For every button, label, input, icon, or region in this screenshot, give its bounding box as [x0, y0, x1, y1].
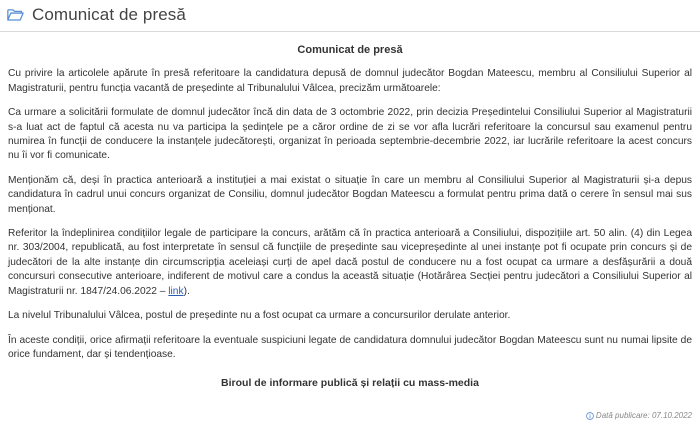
publication-date-text: Dată publicare: 07.10.2022 [595, 411, 692, 420]
publication-date [586, 411, 692, 420]
document-title: Comunicat de presă [297, 44, 403, 56]
paragraph-4 [8, 227, 692, 299]
paragraph-6: În aceste condiții, orice afirmații referitoare la eventuale suspiciuni legate de candidatura domnului judecător Bogdan Mateescu sunt nu numai lipsite de orice fundament, dar și tendențioase. [8, 334, 692, 360]
decision-link[interactable]: link [168, 285, 184, 297]
paragraph-2: Ca urmare a solicitării formulate de domnul judecător încă din data de 3 octombrie 2022, prin decizia Președintelui Consiliului Superior al Magistraturii s-a luat act de faptul că acesta nu va participa la ședințele pe a căror ordine de zi se vor afla lucrări referitoare la concursul sau examenul pentru numirea în funcții de conducere la instanțele judecătorești, organizat în perioada septembrie-decembrie 2022, iar lucrările referitoare la acest concurs nu îi vor fi comunicate. [8, 107, 692, 162]
header-divider [0, 31, 700, 32]
paragraph-3: Menționăm că, deși în practica anterioară a instituției a mai existat o situație în care un membru al Consiliului Superior al Magistraturii și-a depus candidatura în cadrul unui concurs organizat de Consiliu, domnul judecător Bogdan Mateescu a formulat pentru prima dată o cerere în sensul mai sus menționat. [8, 174, 692, 215]
paragraph-4-text: Referitor la îndeplinirea condițiilor legale de participare la concurs, arătăm că în practica anterioară a Consiliului, dispozițiile art. 50 alin. (4) din Legea nr. 303/2004, republicată, au fost interpretate în sensul că funcțiile de președinte sau vicepreședinte al unei instanțe pot fi ocupate prin concurs și de judecători de la alte instanțe din circumscripția aceleiași curți de apel dacă postul de conducere nu a fost ocupat ca urmare a desfășurării a două concursuri consecutive anterioare, indiferent de motivul care a condus la această situație (Hotărârea Secției pentru judecători a Consiliului Superior al Magistraturii nr. 1847/24.06.2022 – [8, 228, 692, 297]
paragraph-4-tail: ). [183, 285, 190, 297]
info-circle-icon [586, 412, 594, 420]
signature: Biroul de informare publică și relații cu mass-media [221, 377, 479, 390]
folder-open-icon [7, 7, 24, 22]
page-title: Comunicat de presă [32, 4, 186, 24]
page-header [0, 0, 700, 29]
paragraph-5: La nivelul Tribunalului Vâlcea, postul de președinte nu a fost ocupat ca urmare a concursurilor derulate anterior. [8, 310, 511, 322]
document-body [0, 43, 700, 391]
paragraph-1: Cu privire la articolele apărute în presă referitoare la candidatura depusă de domnul judecător Bogdan Mateescu, membru al Consiliului Superior al Magistraturii, pentru funcția vacantă de președinte al Tribunalului Vâlcea, precizăm următoarele: [8, 68, 692, 94]
